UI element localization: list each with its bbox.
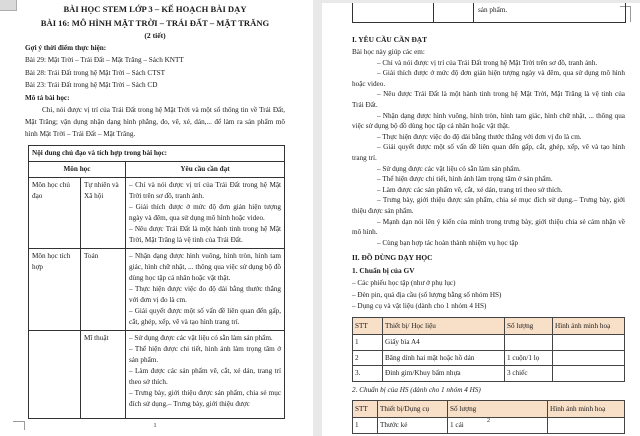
objective-item: – Thể hiện được chi tiết, hình ảnh làm trọng tâm ở sản phẩm. [377, 175, 553, 184]
objective-item: – Cùng bạn hợp tác hoàn thành nhiệm vụ học tập [377, 238, 519, 247]
sub1-heading: 1. Chuẩn bị của GV [352, 266, 415, 276]
objective-item: – Trưng bày, giới thiệu được sản phẩm, chia sẻ mục đích sử dụng.– Trưng bày, giới thiệu được sản phẩm. [352, 196, 625, 215]
cell-quantity: 3 chiếc [505, 366, 553, 382]
cell-device: Đinh gim/Khuy bấm nhựa [383, 366, 505, 382]
suggest-heading: Gợi ý thời điểm thực hiện: [25, 44, 107, 52]
teacher-equipment-table [352, 317, 625, 382]
page1-text-area [25, 3, 285, 419]
fragment-cell-text: sản phẩm. [474, 3, 626, 23]
cell-subject-name: Mĩ thuật [81, 331, 126, 419]
cell-requirements [126, 331, 285, 419]
objective-item: – Sử dụng được các vật liệu có sẵn làm sản phẩm. [377, 164, 521, 173]
equipment-table-header-row [353, 400, 625, 418]
requirement-item: – Làm được các sản phẩm vẽ, cắt, xé dán, trang trí theo sở thích. [129, 367, 282, 387]
doc-title-line1: BÀI HỌC STEM LỚP 3 – KẾ HOẠCH BÀI DẠY [63, 4, 247, 14]
requirement-item: – Sử dụng được các vật liệu có sẵn làm sản phẩm. [129, 334, 273, 343]
equipment-table-header-row [353, 317, 625, 335]
page-corner-artifact [0, 0, 17, 11]
table-row [29, 178, 285, 249]
header-stt: STT [353, 317, 383, 335]
header-stt: STT [353, 400, 378, 418]
cell-quantity: 1 cái [448, 418, 548, 434]
content-integration-table [28, 145, 285, 419]
requirement-item: – Thể hiện được chi tiết, hình ảnh làm trọng tâm ở sản phẩm. [129, 345, 282, 365]
cell-subject-type: Môn học tích hợp [29, 249, 81, 331]
requirement-item: – Trưng bày, giới thiệu được sản phẩm, chia sẻ mục đích sử dụng.– Trưng bày, giới thiệu được [129, 389, 282, 409]
doc-title-line2: BÀI 16: MÔ HÌNH MẶT TRỜI – TRÁI ĐẤT – MẶT TRĂNG [40, 17, 270, 28]
table-caption: Nội dung chủ đạo và tích hợp trong bài học: [29, 146, 285, 162]
cell-stt: 1 [353, 335, 383, 351]
requirement-item: – Giải thích được ở mức độ đơn giản hiện tượng ngày và đêm, qua sử dụng mô hình hoặc video. [129, 203, 282, 223]
objective-item: – Nhận dạng được hình vuông, hình tròn, hình tam giác, hình chữ nhật, ... thông qua việc sử dụng bộ đồ dùng học tập cá nhân hoặc vật thật. [352, 111, 625, 131]
page-number: 2 [486, 417, 491, 424]
objective-item: – Chỉ và nói được vị trí của Trái Đất trong hệ Mặt Trời trên sơ đồ, tranh ảnh. [377, 58, 598, 67]
cell-quantity [505, 335, 553, 351]
document-page-1 [0, 0, 313, 436]
table-row [29, 331, 285, 419]
description-paragraph: Chỉ, nói được vị trí của Trái Đất trong hệ Mặt Trời và một số thông tin về Trái Đất, Mặt Trăng; vận dụng nhận dạng hình phẳng, đo, vẽ, xé, dán,... để làm ra sản phẩm mô hình Mặt Trời – Trái Đất – Mặt Trăng. [25, 106, 285, 139]
document-page-2 [322, 3, 640, 436]
objective-item: – Thực hiện được việc đo độ dài bằng thước thẳng với đơn vị đo là cm. [377, 132, 582, 141]
col-header-subject: Môn học [29, 162, 126, 178]
preparation-item: – Dụng cụ và vật liệu (dành cho 1 nhóm 4 HS) [352, 302, 487, 311]
table-row [353, 366, 625, 382]
table-row [29, 249, 285, 331]
suggest-item: Bài 23: Trái Đất trong hệ Mặt Trời – Sách CD [25, 81, 158, 90]
header-illustration: Hình ảnh minh hoạ [553, 317, 625, 335]
table-row [353, 350, 625, 366]
preparation-item: – Đèn pin, quả địa cầu (số lượng bằng số nhóm HS) [352, 290, 502, 299]
cell-requirements [126, 249, 285, 331]
objective-item: – Mạnh dạn nói lên ý kiến của mình trong trưng bày, giới thiệu chia sẻ cảm nhận về mô hình. [352, 217, 625, 237]
table-caption-row [29, 146, 285, 162]
cell-illustration [553, 366, 625, 382]
crop-mark-bottom-left [13, 421, 25, 430]
cell-subject-type: Môn học chủ đạo [29, 178, 81, 249]
doc-title-duration: (2 tiết) [144, 31, 166, 40]
requirement-item: – Nhận dạng được hình vuông, hình tròn, hình tam giác, hình chữ nhật, ... thông qua việc sử dụng bộ đồ dùng học tập cá nhân hoặc vật thật. [129, 252, 282, 283]
table-continuation-fragment [352, 3, 626, 23]
header-quantity: Số lượng [505, 317, 553, 335]
page2-text-area [352, 34, 625, 434]
page-number: 1 [153, 422, 157, 429]
table-row [353, 335, 625, 351]
objective-item: – Nêu được Trái Đất là một hành tinh trong hệ Mặt Trời, Mặt Trăng là vệ tinh của Trái Đất. [352, 90, 625, 109]
header-device: Thiết bị/ Học liệu [383, 317, 505, 335]
requirement-item: – Nêu được Trái Đất là một hành tinh trong hệ Mặt Trời, Mặt Trăng là vệ tinh của Trái Đất. [129, 225, 282, 245]
objective-item: – Giải quyết được một số vấn đề liên quan đến gấp, cắt, ghép, xếp, vẽ và tạo hình trang trí. [352, 143, 625, 162]
table-header-row [29, 162, 285, 178]
header-device: Thiết bị/Dụng cụ [378, 400, 448, 418]
sub2-heading: 2. Chuẩn bị của HS (dành cho 1 nhóm 4 HS) [352, 385, 481, 394]
requirement-item: – Thực hiện được việc đo độ dài bằng thước thẳng với đơn vị đo là cm. [129, 285, 282, 305]
suggest-item: Bài 28: Trái Đất trong hệ Mặt Trời – Sách CTST [25, 68, 165, 77]
cell-illustration [553, 335, 625, 351]
requirement-item: – Giải quyết được một số vấn đề liên quan đến gấp, cắt, ghép, xếp, vẽ và tạo hình trang trí. [129, 307, 282, 327]
cell-illustration [553, 350, 625, 366]
fragment-cell-empty [434, 3, 474, 23]
col-header-requirement: Yêu cầu cần đạt [126, 162, 285, 178]
section2-heading: II. ĐỒ DÙNG DẠY HỌC [352, 253, 433, 263]
section1-intro: Bài học này giúp các em: [352, 48, 425, 56]
objective-item: – Làm được các sản phẩm vẽ, cắt, xé dán, trang trí theo sở thích. [377, 185, 563, 194]
cell-subject-type [29, 331, 81, 419]
objective-item: – Giải thích được ở mức độ đơn giản hiện tượng ngày và đêm, qua sử dụng mô hình hoặc video. [352, 69, 625, 88]
table-row [353, 3, 626, 23]
cell-subject-name: Tự nhiên và Xã hội [81, 178, 126, 249]
cell-subject-name: Toán [81, 249, 126, 331]
cell-device: Thước kẻ [378, 418, 448, 434]
suggest-item: Bài 29: Mặt Trời – Trái Đất – Mặt Trăng – Sách KNTT [25, 56, 184, 65]
section1-heading: I. YÊU CẦU CẦN ĐẠT [352, 35, 428, 44]
cell-stt: 2 [353, 350, 383, 366]
cell-stt: 3. [353, 366, 383, 382]
cell-device: Băng dính hai mặt hoặc hồ dán [383, 350, 505, 366]
description-heading: Mô tả bài học: [25, 93, 70, 102]
cell-requirements [126, 178, 285, 249]
header-quantity: Số lượng [448, 400, 548, 418]
preparation-item: – Các phiếu học tập (như ở phụ lục) [352, 279, 456, 288]
fragment-cell-empty [353, 3, 434, 23]
requirement-item: – Chỉ và nói được vị trí của Trái Đất trong hệ Mặt Trời trên sơ đồ, tranh ảnh. [129, 181, 282, 201]
cell-quantity: 1 cuộn/1 lọ [505, 350, 553, 366]
cell-stt: 1 [353, 418, 378, 434]
cell-device: Giấy bìa A4 [383, 335, 505, 351]
header-illustration: Hình ảnh minh hoạ [548, 400, 625, 418]
